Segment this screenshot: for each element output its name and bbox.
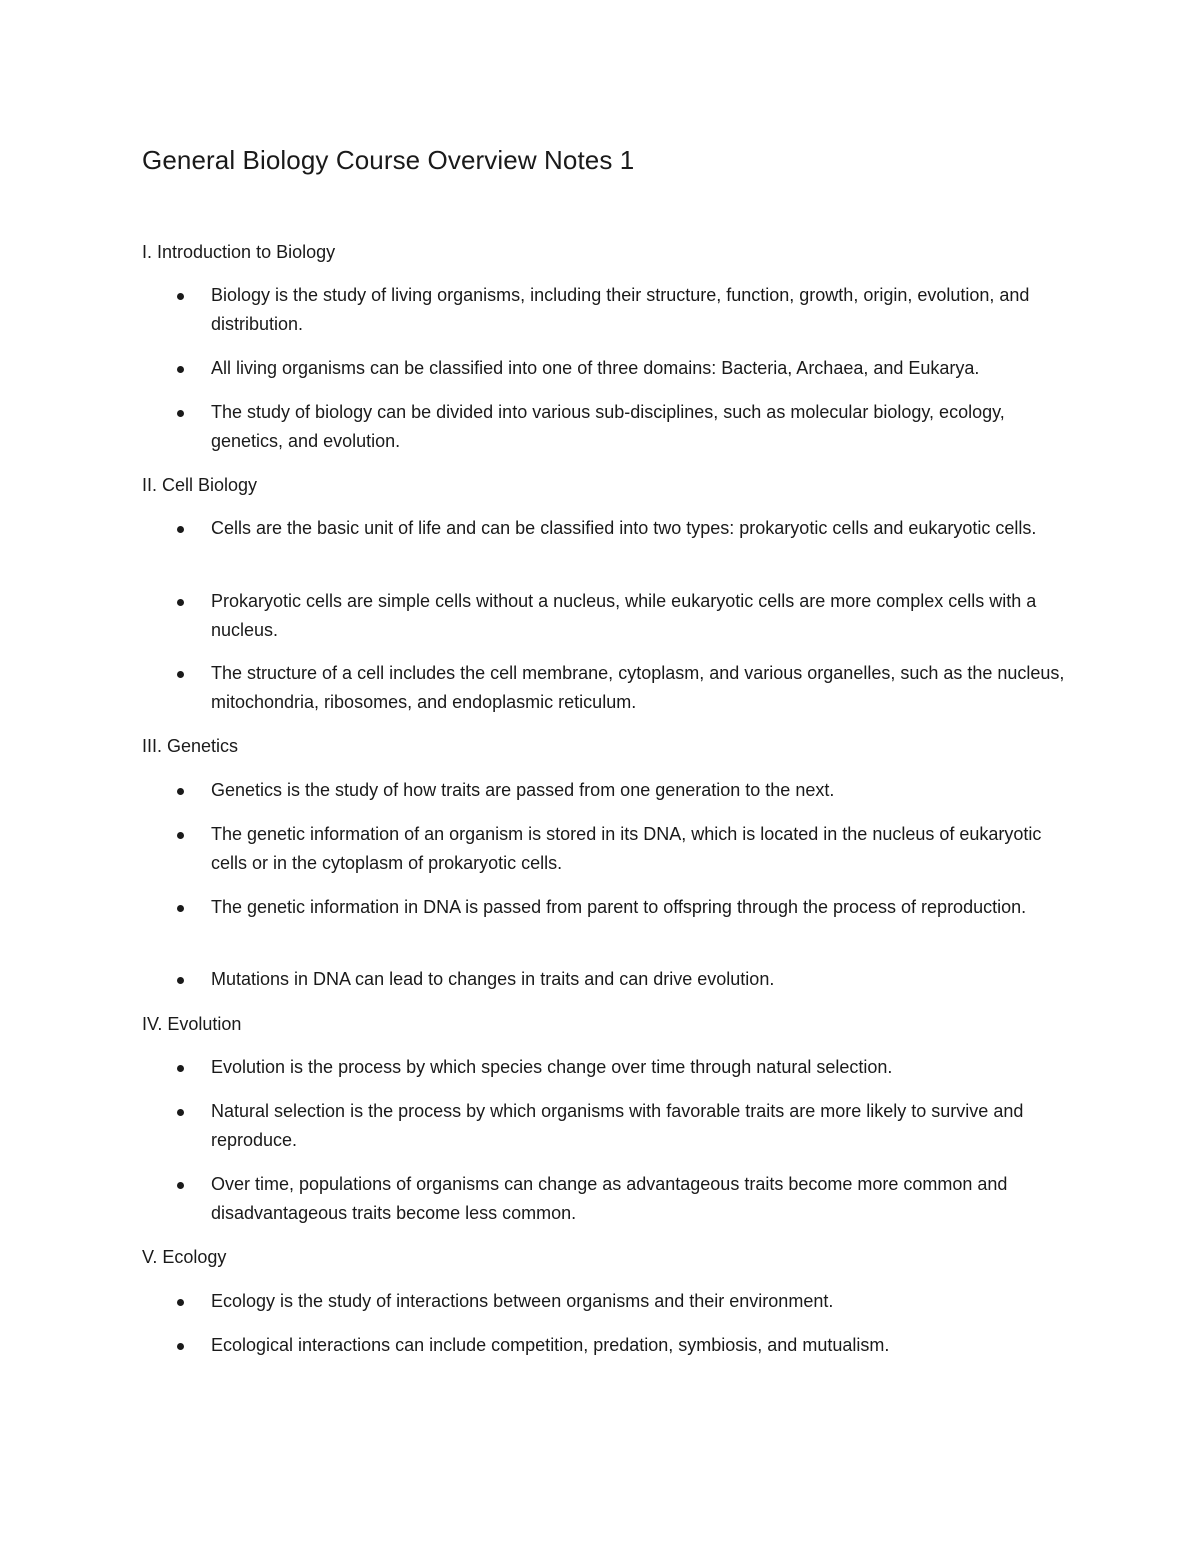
section-heading-introduction: I. Introduction to Biology <box>142 242 336 262</box>
list-item: The structure of a cell includes the cell membrane, cytoplasm, and various organelles, such as the nucleus, mitochondria, ribosomes, and endoplasmic reticulum. <box>211 663 1065 712</box>
list-item: Biology is the study of living organisms, including their structure, function, growth, origin, evolution, and distribution. <box>211 285 1030 334</box>
list-item: All living organisms can be classified into one of three domains: Bacteria, Archaea, and Eukarya. <box>211 358 980 378</box>
list-item: Ecological interactions can include competition, predation, symbiosis, and mutualism. <box>211 1335 890 1355</box>
section-heading-ecology: V. Ecology <box>142 1247 227 1267</box>
list-item: Evolution is the process by which species change over time through natural selection. <box>211 1057 893 1077</box>
list-item: The genetic information of an organism is stored in its DNA, which is located in the nucleus of eukaryotic cells or in the cytoplasm of prokaryotic cells. <box>211 824 1042 873</box>
list-item: The study of biology can be divided into various sub-disciplines, such as molecular biology, ecology, genetics, and evolution. <box>211 402 1005 451</box>
bullet-icon <box>177 977 184 984</box>
bullet-icon <box>177 788 184 795</box>
section-heading-genetics: III. Genetics <box>142 736 239 756</box>
list-item: Prokaryotic cells are simple cells without a nucleus, while eukaryotic cells are more complex cells with a nucleus. <box>211 591 1037 640</box>
bullet-icon <box>177 526 184 533</box>
list-item: Cells are the basic unit of life and can be classified into two types: prokaryotic cells and eukaryotic cells. <box>211 518 1037 538</box>
list-item: The genetic information in DNA is passed from parent to offspring through the process of reproduction. <box>211 897 1027 917</box>
bullet-icon <box>177 293 184 300</box>
bullet-icon <box>177 1182 184 1189</box>
list-item: Natural selection is the process by which organisms with favorable traits are more likely to survive and reproduce. <box>211 1101 1024 1150</box>
list-item: Ecology is the study of interactions between organisms and their environment. <box>211 1291 834 1311</box>
bullet-icon <box>177 671 184 678</box>
bullet-icon <box>177 1299 184 1306</box>
bullet-icon <box>177 1343 184 1350</box>
bullet-icon <box>177 905 184 912</box>
document-title: General Biology Course Overview Notes 1 <box>142 145 635 175</box>
bullet-icon <box>177 366 184 373</box>
bullet-icon <box>177 1109 184 1116</box>
bullet-icon <box>177 410 184 417</box>
list-item: Mutations in DNA can lead to changes in traits and can drive evolution. <box>211 969 775 989</box>
bullet-icon <box>177 1065 184 1072</box>
section-heading-cell-biology: II. Cell Biology <box>142 475 258 495</box>
bullet-icon <box>177 599 184 606</box>
bullet-icon <box>177 832 184 839</box>
section-heading-evolution: IV. Evolution <box>142 1014 242 1034</box>
list-item: Over time, populations of organisms can change as advantageous traits become more common and disadvantageous traits become less common. <box>211 1174 1008 1223</box>
list-item: Genetics is the study of how traits are passed from one generation to the next. <box>211 780 835 800</box>
